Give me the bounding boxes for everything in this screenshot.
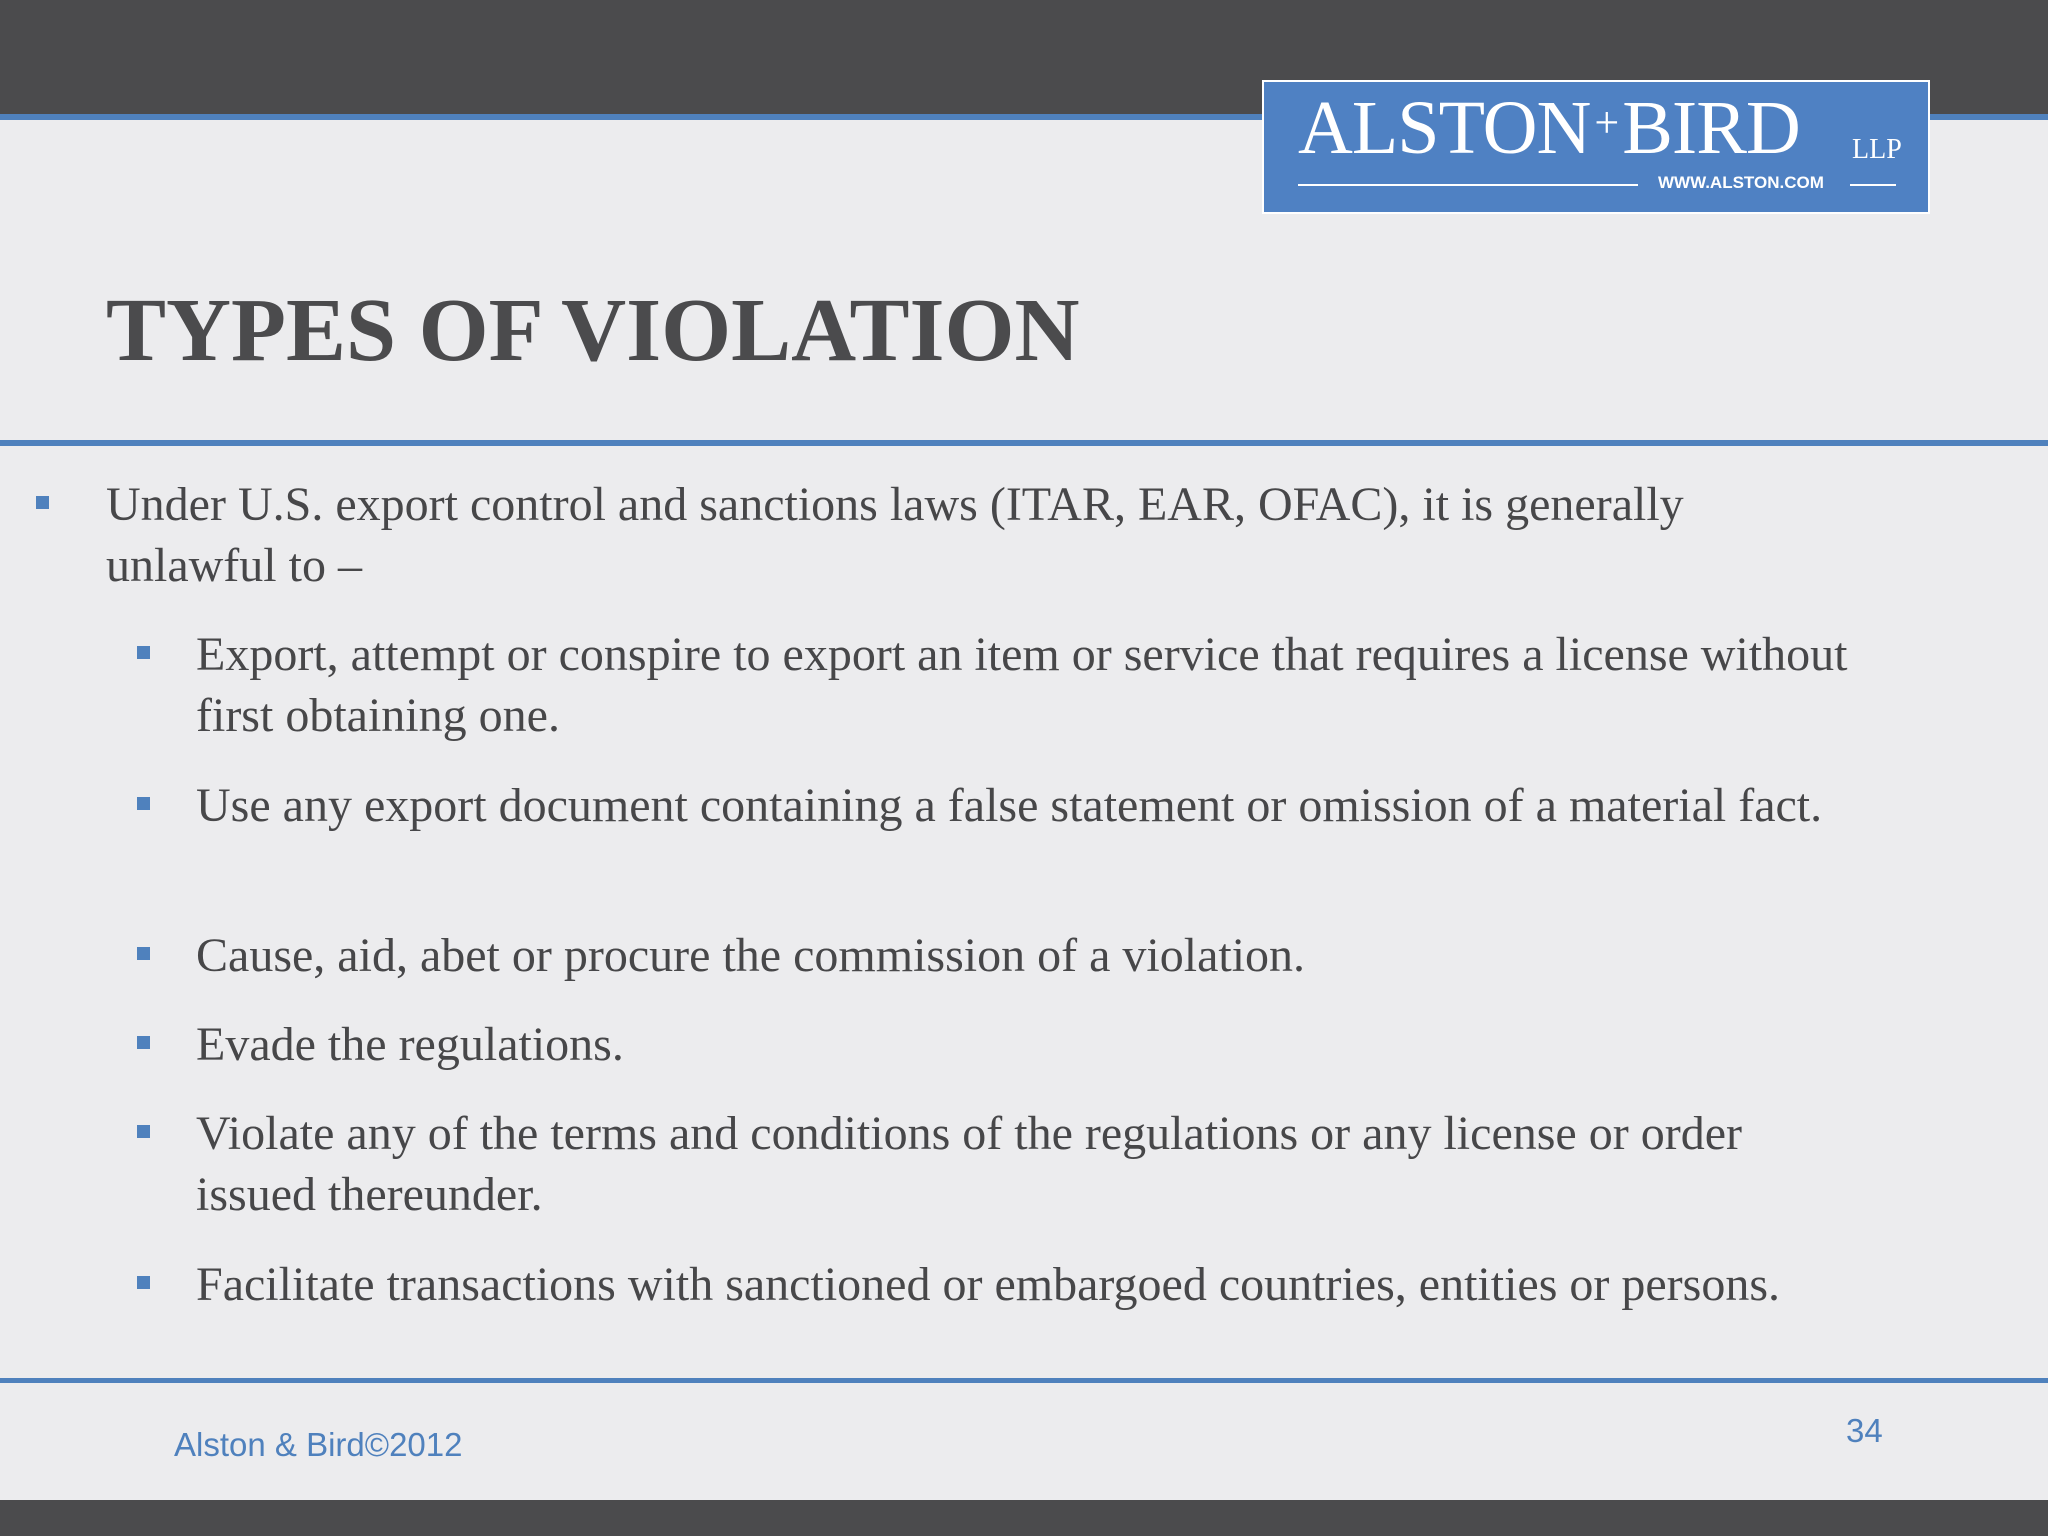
sub-bullet-text: Cause, aid, abet or procure the commission of a violation.	[196, 929, 1306, 982]
logo-name-right: BIRD	[1622, 86, 1800, 170]
sub-bullet-text: Violate any of the terms and conditions of the regulations or any license or order issued thereunder.	[196, 1107, 1742, 1221]
logo-suffix: LLP	[1852, 134, 1902, 165]
intro-text: Under U.S. export control and sanctions laws (ITAR, EAR, OFAC), it is generally unlawful to –	[106, 478, 1684, 592]
logo-name-left: ALSTON	[1298, 86, 1591, 170]
logo-plus: +	[1594, 98, 1619, 147]
bottom-band	[0, 1500, 2048, 1536]
sub-bullet-text: Export, attempt or conspire to export an item or service that requires a license without first obtaining one.	[196, 628, 1848, 742]
square-bullet-icon	[137, 1036, 150, 1049]
slide-title: TYPES OF VIOLATION	[106, 281, 1080, 380]
footer-copyright: Alston & Bird©2012	[174, 1426, 463, 1463]
sub-bullet-text: Evade the regulations.	[196, 1018, 624, 1071]
logo-url: WWW.ALSTON.COM	[1658, 173, 1824, 192]
square-bullet-icon	[137, 1276, 150, 1289]
page-number: 34	[1846, 1412, 1883, 1449]
square-bullet-icon	[137, 797, 150, 810]
square-bullet-icon	[36, 496, 49, 509]
square-bullet-icon	[137, 947, 150, 960]
sub-bullet-text: Use any export document containing a false statement or omission of a material fact.	[196, 779, 1823, 832]
square-bullet-icon	[137, 646, 150, 659]
square-bullet-icon	[137, 1125, 150, 1138]
sub-bullet-text: Facilitate transactions with sanctioned or embargoed countries, entities or persons.	[196, 1258, 1781, 1311]
footer-divider	[0, 1378, 2048, 1383]
